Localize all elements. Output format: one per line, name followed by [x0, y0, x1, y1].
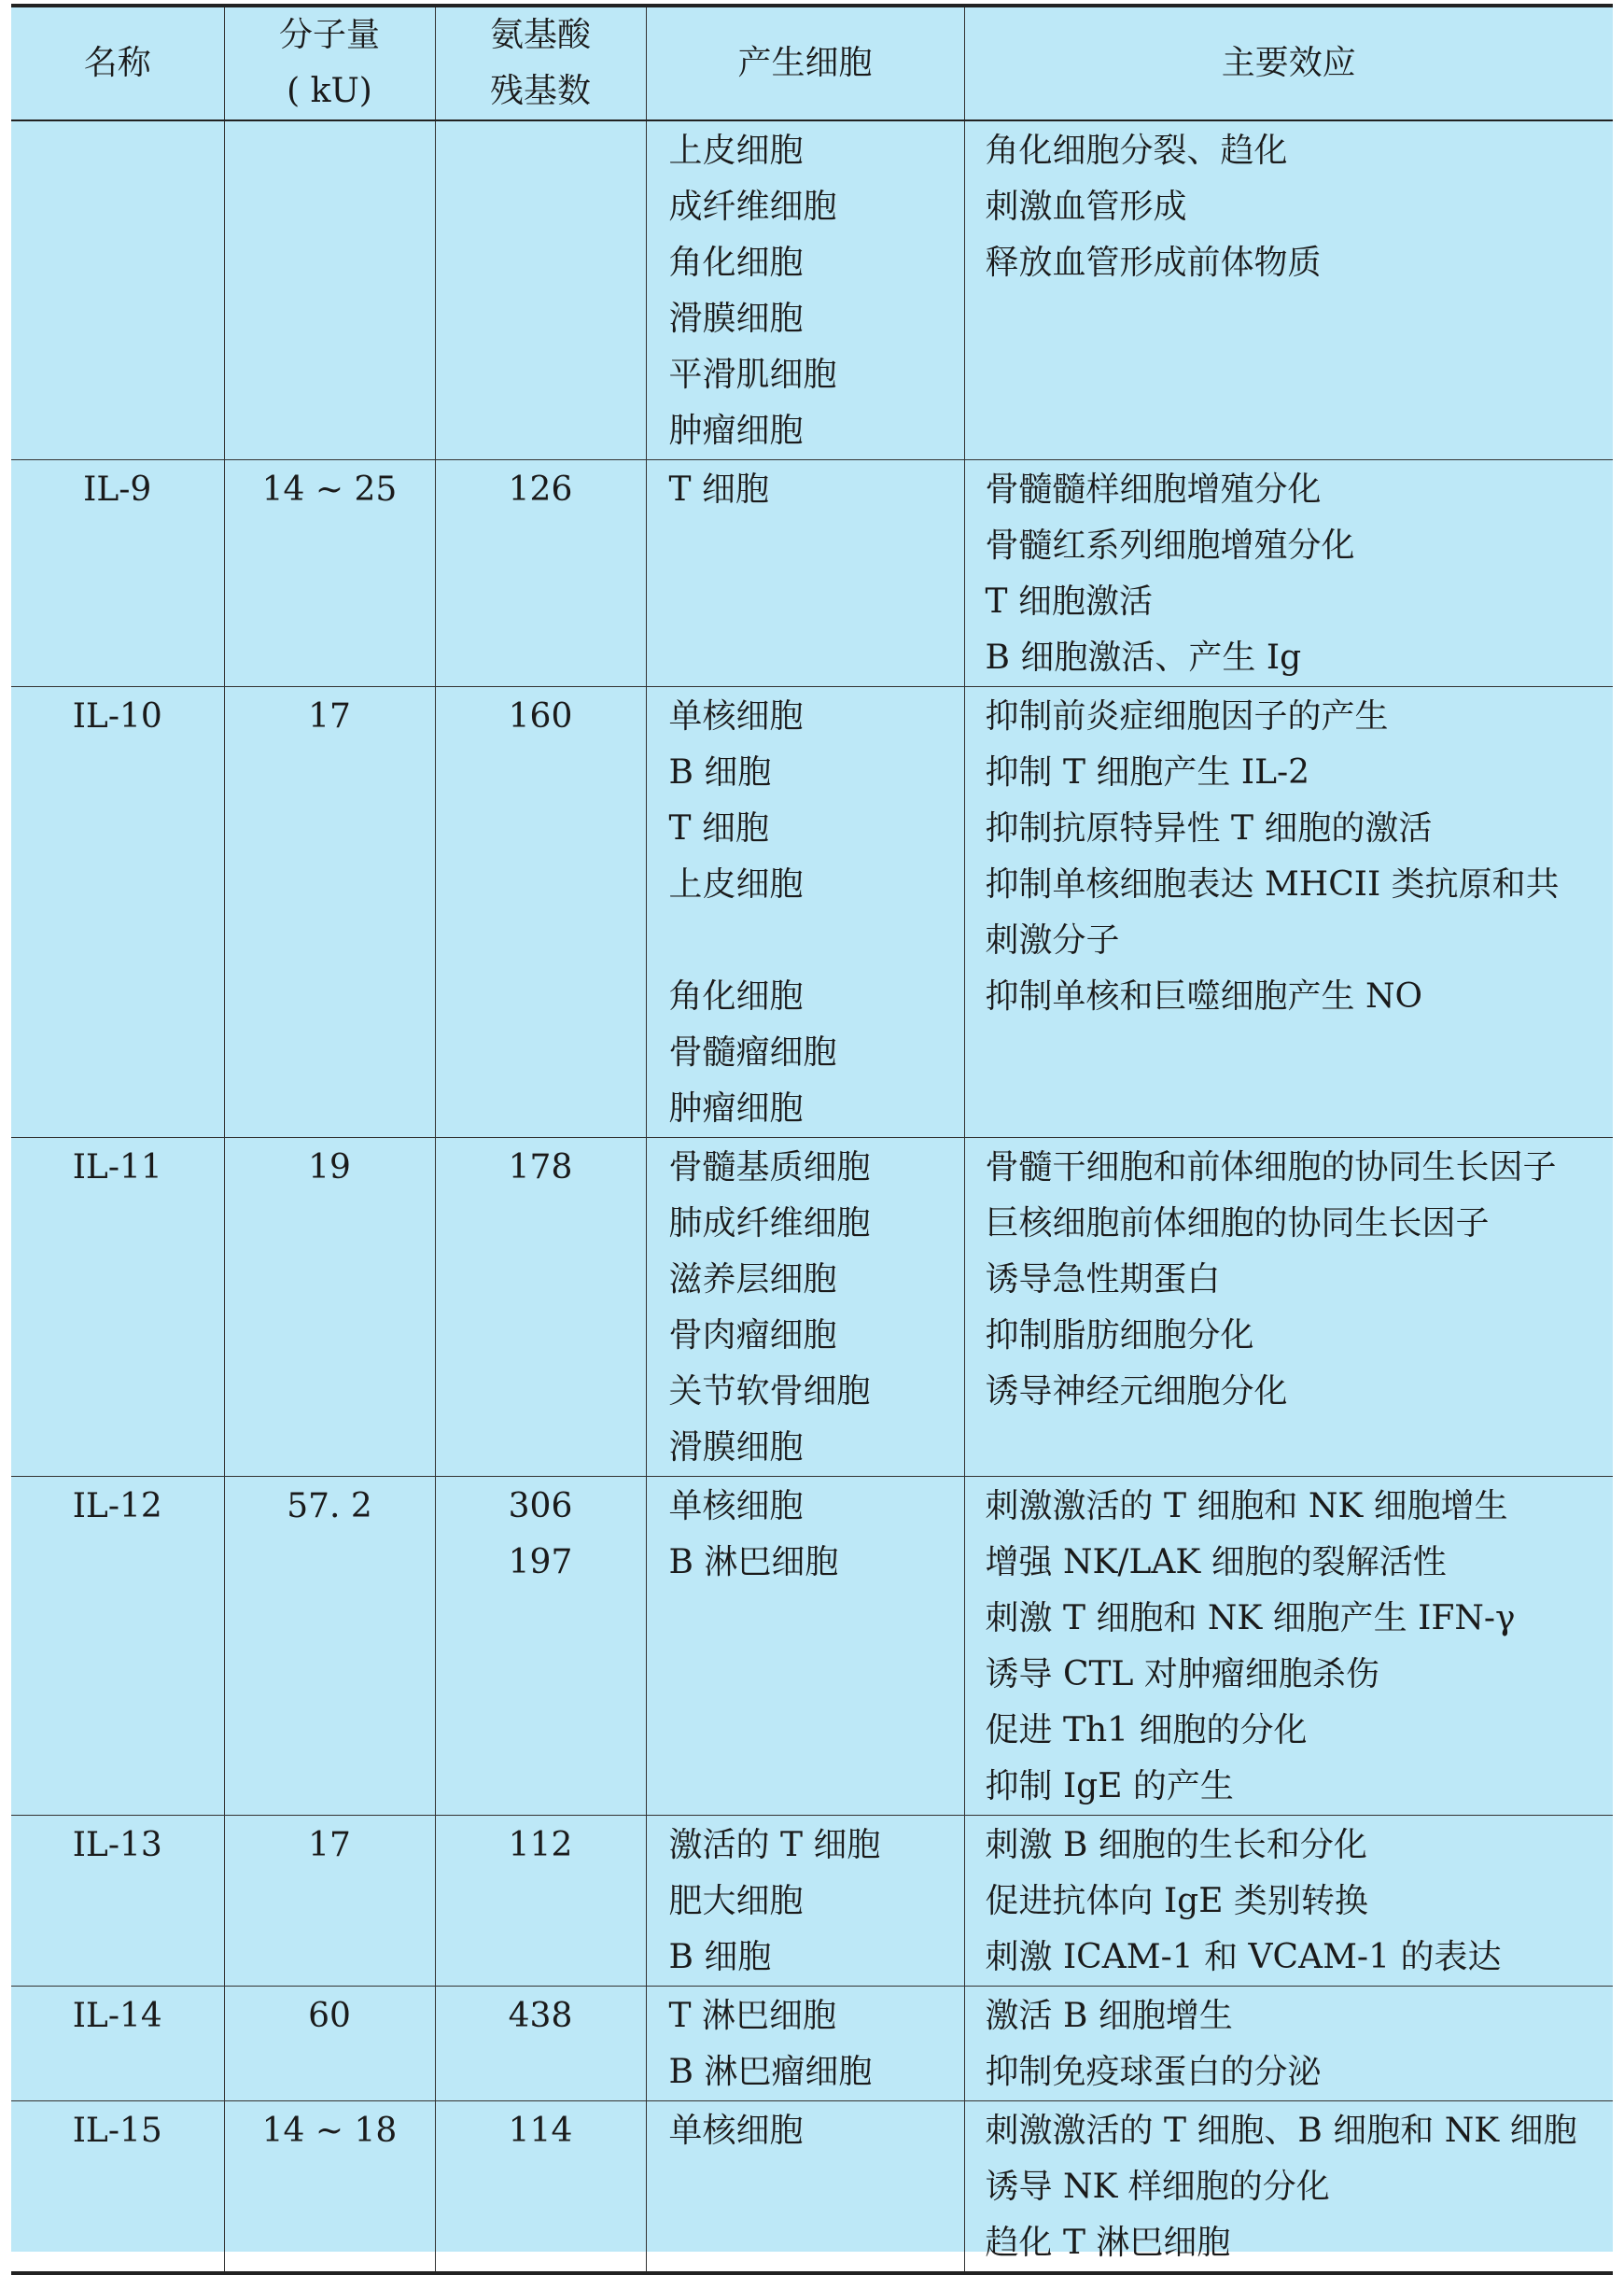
header-name: 名称: [83, 44, 151, 82]
effect-item: 抑制 IgE 的产生: [985, 1767, 1234, 1805]
main-effects: [964, 1477, 1613, 1816]
effect-item: 促进 Th1 细胞的分化: [985, 1711, 1308, 1749]
effect-item: B 细胞激活、产生 Ig: [985, 639, 1302, 677]
producing-cell-item: B 淋巴细胞: [668, 1543, 839, 1581]
producing-cell-item: 骨髓基质细胞: [668, 1148, 871, 1187]
producing-cells: [646, 1138, 964, 1477]
table-row: [11, 1477, 1613, 1816]
producing-cell-item: 骨肉瘤细胞: [668, 1316, 837, 1355]
molecular-weight-value: [225, 123, 435, 179]
effect-item: 刺激激活的 T 细胞和 NK 细胞增生: [985, 1487, 1508, 1525]
effect-item: 抑制前炎症细胞因子的产生: [985, 697, 1389, 736]
amino-acid-residues-value: 160: [508, 697, 573, 736]
producing-cell-item: B 细胞: [668, 1938, 772, 1976]
table-row: [11, 1138, 1613, 1477]
cytokine-name: [11, 120, 224, 460]
main-effects: [964, 1138, 1613, 1477]
producing-cell-item: 滋养层细胞: [668, 1260, 837, 1299]
effect-item: T 细胞激活: [985, 583, 1153, 621]
main-effects: [964, 1987, 1613, 2101]
amino-acid-residues: [435, 120, 646, 460]
main-effects: [964, 1816, 1613, 1987]
table-row: [11, 1816, 1613, 1987]
molecular-weight-value: 17: [308, 697, 351, 736]
producing-cell-item: 激活的 T 细胞: [668, 1826, 881, 1864]
producing-cell-item: B 细胞: [668, 753, 772, 792]
producing-cell-item: T 细胞: [668, 470, 769, 509]
cytokine-name: [11, 1138, 224, 1477]
amino-acid-residues: [435, 687, 646, 1138]
header-main-effects: 主要效应: [964, 6, 1613, 120]
producing-cell-item: 肿瘤细胞: [668, 1089, 804, 1128]
effect-item: 刺激 B 细胞的生长和分化: [985, 1826, 1367, 1864]
molecular-weight: [224, 120, 435, 460]
producing-cell-item: T 细胞: [668, 809, 769, 848]
cytokine-name-text: IL-9: [83, 470, 152, 509]
molecular-weight: [224, 687, 435, 1138]
producing-cells: [646, 1816, 964, 1987]
cytokine-name: [11, 1477, 224, 1816]
cytokine-name-text: IL-11: [72, 1148, 162, 1187]
producing-cell-item: [669, 913, 964, 969]
amino-acid-residues-value: 178: [508, 1148, 573, 1187]
effect-item: 骨髓干细胞和前体细胞的协同生长因子: [985, 1148, 1557, 1187]
molecular-weight-value: 19: [308, 1148, 351, 1187]
producing-cells: [646, 687, 964, 1138]
effect-item: 刺激分子: [985, 921, 1120, 960]
cytokine-name-text: IL-13: [72, 1826, 162, 1864]
amino-acid-residues: [435, 1477, 646, 1816]
producing-cell-item: 成纤维细胞: [668, 188, 837, 226]
producing-cell-item: 单核细胞: [668, 2112, 804, 2150]
molecular-weight: [224, 1477, 435, 1816]
producing-cells: [646, 2101, 964, 2274]
effect-item: 激活 B 细胞增生: [985, 1997, 1233, 2035]
amino-acid-residues: [435, 460, 646, 687]
amino-acid-residues-value: 438: [508, 1997, 573, 2035]
effect-item: 刺激血管形成: [985, 188, 1187, 226]
producing-cell-item: 平滑肌细胞: [668, 356, 837, 394]
producing-cell-item: 单核细胞: [668, 1487, 804, 1525]
effect-item: 抑制单核细胞表达 MHCII 类抗原和共: [985, 865, 1560, 904]
amino-acid-residues: [435, 2101, 646, 2274]
effect-item: 角化细胞分裂、趋化: [985, 132, 1288, 170]
effect-item: 抑制 T 细胞产生 IL-2: [985, 753, 1310, 792]
producing-cell-item: 上皮细胞: [668, 132, 804, 170]
main-effects: [964, 460, 1613, 687]
cytokine-name: [11, 2101, 224, 2274]
producing-cell-item: 单核细胞: [668, 697, 804, 736]
producing-cell-item: 肥大细胞: [668, 1882, 804, 1920]
table-row: [11, 120, 1613, 460]
cytokine-name-text: IL-10: [72, 697, 162, 736]
effect-item: 释放血管形成前体物质: [985, 244, 1322, 282]
producing-cell-item: 角化细胞: [668, 977, 804, 1016]
producing-cell-item: 骨髓瘤细胞: [668, 1033, 837, 1072]
producing-cells: [646, 1477, 964, 1816]
effect-item: 促进抗体向 IgE 类别转换: [985, 1882, 1368, 1920]
effect-item: 增强 NK/LAK 细胞的裂解活性: [985, 1543, 1447, 1581]
molecular-weight-value: 14 ~ 25: [261, 470, 398, 509]
effect-item: 诱导神经元细胞分化: [985, 1372, 1288, 1411]
main-effects: [964, 687, 1613, 1138]
cytokine-name: [11, 1987, 224, 2101]
cytokine-name-text: IL-14: [72, 1997, 162, 2035]
amino-acid-residues: [435, 1987, 646, 2101]
effect-item: 骨髓髓样细胞增殖分化: [985, 470, 1322, 509]
amino-acid-residues-value: 114: [508, 2112, 573, 2150]
main-effects: [964, 120, 1613, 460]
cytokine-table: [11, 4, 1613, 2275]
molecular-weight-value: 57. 2: [287, 1487, 372, 1525]
molecular-weight: [224, 1816, 435, 1987]
producing-cell-item: 肺成纤维细胞: [668, 1204, 871, 1243]
molecular-weight: [224, 1138, 435, 1477]
producing-cell-item: 上皮细胞: [668, 865, 804, 904]
cytokine-name: [11, 687, 224, 1138]
molecular-weight: [224, 2101, 435, 2274]
effect-item: 诱导急性期蛋白: [985, 1260, 1221, 1299]
producing-cell-item: T 淋巴细胞: [668, 1997, 836, 2035]
molecular-weight-value: 17: [308, 1826, 351, 1864]
header-producing-cells: 产生细胞: [646, 6, 964, 120]
effect-item: 骨髓红系列细胞增殖分化: [985, 527, 1355, 565]
amino-acid-residues-value: 197: [508, 1543, 573, 1581]
effect-item: 刺激激活的 T 细胞、B 细胞和 NK 细胞: [985, 2112, 1577, 2150]
cytokine-name-text: [11, 123, 224, 179]
effect-item: 抑制免疫球蛋白的分泌: [985, 2053, 1322, 2091]
table-row: [11, 687, 1613, 1138]
table-row: [11, 2101, 1613, 2274]
cytokine-name-text: IL-15: [72, 2112, 162, 2150]
effect-item: 抑制单核和巨噬细胞产生 NO: [985, 977, 1422, 1016]
amino-acid-residues: [435, 1816, 646, 1987]
table-header-row: [11, 6, 1613, 120]
producing-cell-item: 关节软骨细胞: [668, 1372, 871, 1411]
effect-item: 抑制脂肪细胞分化: [985, 1316, 1254, 1355]
producing-cell-item: 肿瘤细胞: [668, 412, 804, 450]
header-molecular-weight: 分子量 ( kU): [224, 6, 435, 120]
effect-item: 诱导 NK 样细胞的分化: [985, 2168, 1330, 2206]
cytokine-name: [11, 460, 224, 687]
cytokine-table-container: [11, 4, 1613, 2262]
table-row: [11, 1987, 1613, 2101]
amino-acid-residues-value: 126: [508, 470, 573, 509]
producing-cells: [646, 460, 964, 687]
effect-item: 抑制抗原特异性 T 细胞的激活: [985, 809, 1433, 848]
table-row: [11, 460, 1613, 687]
effect-item: 刺激 T 细胞和 NK 细胞产生 IFN-γ: [985, 1599, 1516, 1637]
molecular-weight-value: 60: [308, 1997, 351, 2035]
effect-item: 趋化 T 淋巴细胞: [985, 2224, 1231, 2262]
producing-cells: [646, 1987, 964, 2101]
effect-item: 刺激 ICAM-1 和 VCAM-1 的表达: [985, 1938, 1502, 1976]
amino-acid-residues-value: [436, 123, 646, 179]
amino-acid-residues-value: 112: [508, 1826, 573, 1864]
amino-acid-residues-value: 306: [508, 1487, 573, 1525]
effect-item: 诱导 CTL 对肿瘤细胞杀伤: [985, 1655, 1379, 1693]
molecular-weight: [224, 460, 435, 687]
cytokine-name-text: IL-12: [72, 1487, 162, 1525]
molecular-weight: [224, 1987, 435, 2101]
molecular-weight-value: 14 ~ 18: [261, 2112, 398, 2150]
cytokine-name: [11, 1816, 224, 1987]
amino-acid-residues: [435, 1138, 646, 1477]
producing-cell-item: 角化细胞: [668, 244, 804, 282]
main-effects: [964, 2101, 1613, 2274]
producing-cell-item: B 淋巴瘤细胞: [668, 2053, 873, 2091]
effect-item: 巨核细胞前体细胞的协同生长因子: [985, 1204, 1490, 1243]
producing-cells: [646, 120, 964, 460]
producing-cell-item: 滑膜细胞: [668, 300, 804, 338]
header-amino-acid-residues: 氨基酸 残基数: [435, 6, 646, 120]
producing-cell-item: 滑膜细胞: [668, 1428, 804, 1467]
